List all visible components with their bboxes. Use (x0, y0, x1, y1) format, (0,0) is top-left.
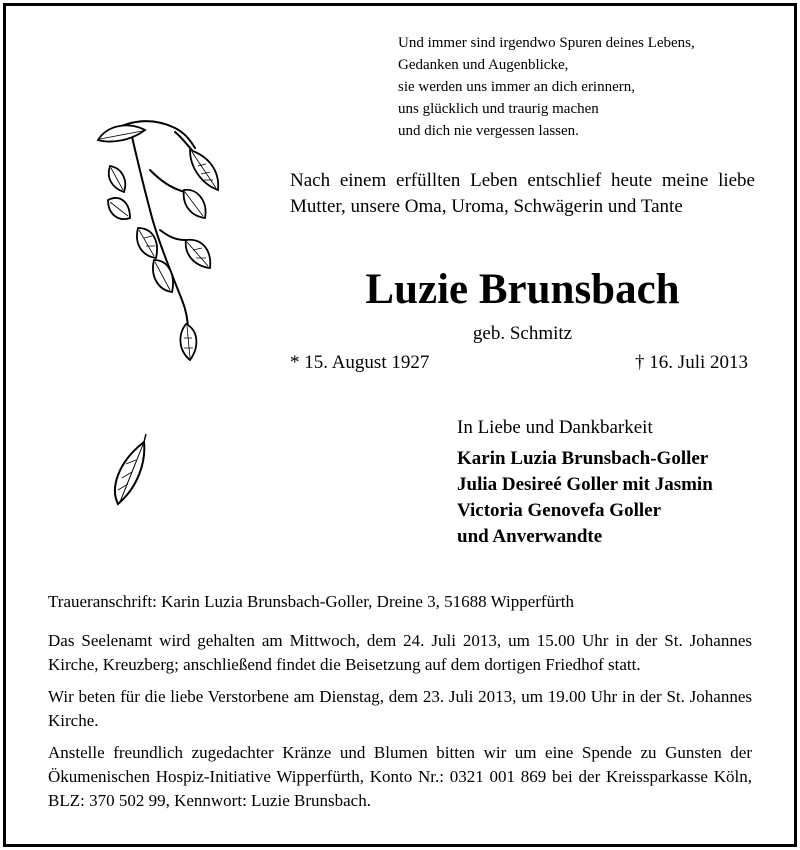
mourners-lead: In Liebe und Dankbarkeit (457, 417, 653, 438)
mourner-name: und Anverwandte (457, 526, 603, 547)
mourner-name: Karin Luzia Brunsbach-Goller (457, 448, 709, 469)
poem-line: Und immer sind irgendwo Spuren deines Lebens, (398, 35, 695, 51)
death-date: † 16. Juli 2013 (635, 352, 748, 373)
deceased-name: Luzie Brunsbach (365, 266, 680, 313)
prayer-info: Wir beten für die liebe Verstorbene am Dienstag, dem 23. Juli 2013, um 19.00 Uhr in der St. Johannes Kirche. (48, 687, 752, 730)
leaf-3 (108, 198, 130, 219)
announcement-intro: Nach einem erfüllten Leben entschlief heute meine liebe Mutter, unsere Oma, Uroma, Schwägerin und Tante (290, 170, 755, 217)
mourning-address: Traueranschrift: Karin Luzia Brunsbach-Goller, Dreine 3, 51688 Wipperfürth (48, 592, 574, 611)
leaf-2 (190, 150, 218, 190)
requiem-info: Das Seelenamt wird gehalten am Mittwoch, dem 24. Juli 2013, um 15.00 Uhr in der St. Johannes Kirche, Kreuzberg; anschließend findet die Beisetzung auf dem dortigen Friedhof statt. (48, 631, 752, 674)
birch-branch-illustration (90, 110, 240, 380)
donation-info: Anstelle freundlich zugedachter Kränze und Blumen bitten wir um eine Spende zu Gunsten der Ökumenischen Hospiz-Initiative Wipperfürth, Konto Nr.: 0321 001 869 bei der Kreissparkasse Köln, BLZ: 370 502 99, Kennwort: Luzie Brunsbach. (48, 743, 752, 810)
poem-line: und dich nie vergessen lassen. (398, 123, 579, 139)
leaf-5 (184, 190, 206, 218)
birth-date: * 15. August 1927 (290, 352, 430, 373)
poem-line: uns glücklich und traurig machen (398, 101, 599, 117)
leaf-6 (186, 240, 211, 268)
poem-line: Gedanken und Augenblicke, (398, 57, 569, 73)
falling-leaf-illustration (100, 432, 160, 512)
poem-line: sie werden uns immer an dich erinnern, (398, 79, 636, 95)
leaf-7 (153, 260, 173, 292)
memorial-poem (398, 32, 778, 142)
leaf-1 (98, 125, 145, 141)
leaf-4 (137, 228, 157, 258)
leaf-8 (180, 324, 196, 360)
funeral-details (48, 590, 752, 821)
mourners-block (457, 415, 777, 550)
mourner-name: Victoria Genovefa Goller (457, 500, 662, 521)
life-dates (290, 350, 748, 376)
mourner-name: Julia Desireé Goller mit Jasmin (457, 474, 713, 495)
maiden-name: geb. Schmitz (472, 323, 573, 344)
leaf-9 (109, 166, 125, 192)
